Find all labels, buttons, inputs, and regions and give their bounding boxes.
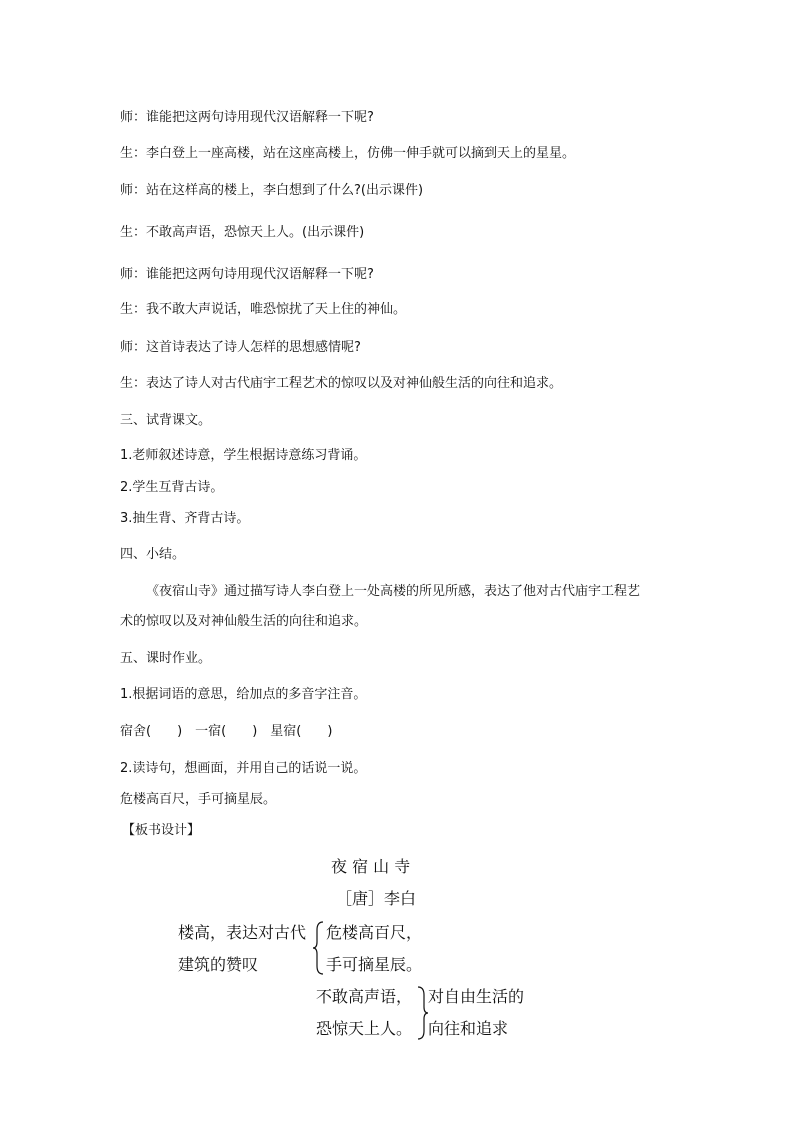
list-item: 2.学生互背古诗。	[120, 480, 224, 495]
dialogue-line: 师：谁能把这两句诗用现代汉语解释一下呢?	[120, 267, 374, 282]
board-author: ［唐］李白	[336, 889, 417, 908]
board-verse: 危楼高百尺，	[326, 923, 423, 942]
board-verse: 不敢高声语，	[316, 987, 413, 1006]
list-item: 1.老师叙述诗意，学生根据诗意练习背诵。	[120, 448, 367, 463]
board-title: 夜 宿 山 寺	[331, 857, 411, 876]
section-heading: 五、课时作业。	[120, 651, 212, 666]
summary-paragraph: 《夜宿山寺》通过描写诗人李白登上一处高楼的所见所感，表达了他对古代庙宇工程艺	[146, 584, 641, 599]
dialogue-line: 生：我不敢大声说话，唯恐惊扰了天上住的神仙。	[120, 302, 407, 317]
board-right-text: 向往和追求	[428, 1019, 509, 1038]
summary-paragraph-cont: 术的惊叹以及对神仙般生活的向往和追求。	[120, 614, 368, 629]
section-heading: 三、试背课文。	[120, 413, 212, 428]
poem-line: 危楼高百尺，手可摘星辰。	[120, 792, 277, 807]
board-heading: 【板书设计】	[122, 823, 201, 838]
board-left-text: 楼高，表达对古代	[178, 923, 307, 942]
dialogue-line: 生：不敢高声语，恐惊天上人。(出示课件)	[120, 225, 365, 240]
dialogue-line: 生：表达了诗人对古代庙宇工程艺术的惊叹以及对神仙般生活的向往和追求。	[120, 376, 563, 391]
list-item: 3.抽生背、齐背古诗。	[120, 511, 250, 526]
dialogue-line: 师：站在这样高的楼上，李白想到了什么?(出示课件)	[120, 183, 424, 198]
list-item: 2.读诗句，想画面，并用自己的话说一说。	[120, 761, 367, 776]
board-verse: 手可摘星辰。	[326, 955, 423, 974]
board-left-text: 建筑的赞叹	[178, 955, 259, 974]
dialogue-line: 师：谁能把这两句诗用现代汉语解释一下呢?	[120, 110, 374, 125]
board-verse: 恐惊天上人。	[316, 1019, 413, 1038]
list-item: 1.根据词语的意思，给加点的多音字注音。	[120, 687, 367, 702]
board-right-text: 对自由生活的	[428, 987, 525, 1006]
dialogue-line: 生：李白登上一座高楼，站在这座高楼上，仿佛一伸手就可以摘到天上的星星。	[120, 146, 576, 161]
section-heading: 四、小结。	[120, 547, 186, 562]
left-brace-icon	[313, 920, 325, 976]
pinyin-exercise: 宿舍( ) 一宿( ) 星宿( )	[120, 724, 333, 739]
dialogue-line: 师：这首诗表达了诗人怎样的思想感情呢?	[120, 340, 361, 355]
right-brace-icon	[416, 985, 428, 1041]
